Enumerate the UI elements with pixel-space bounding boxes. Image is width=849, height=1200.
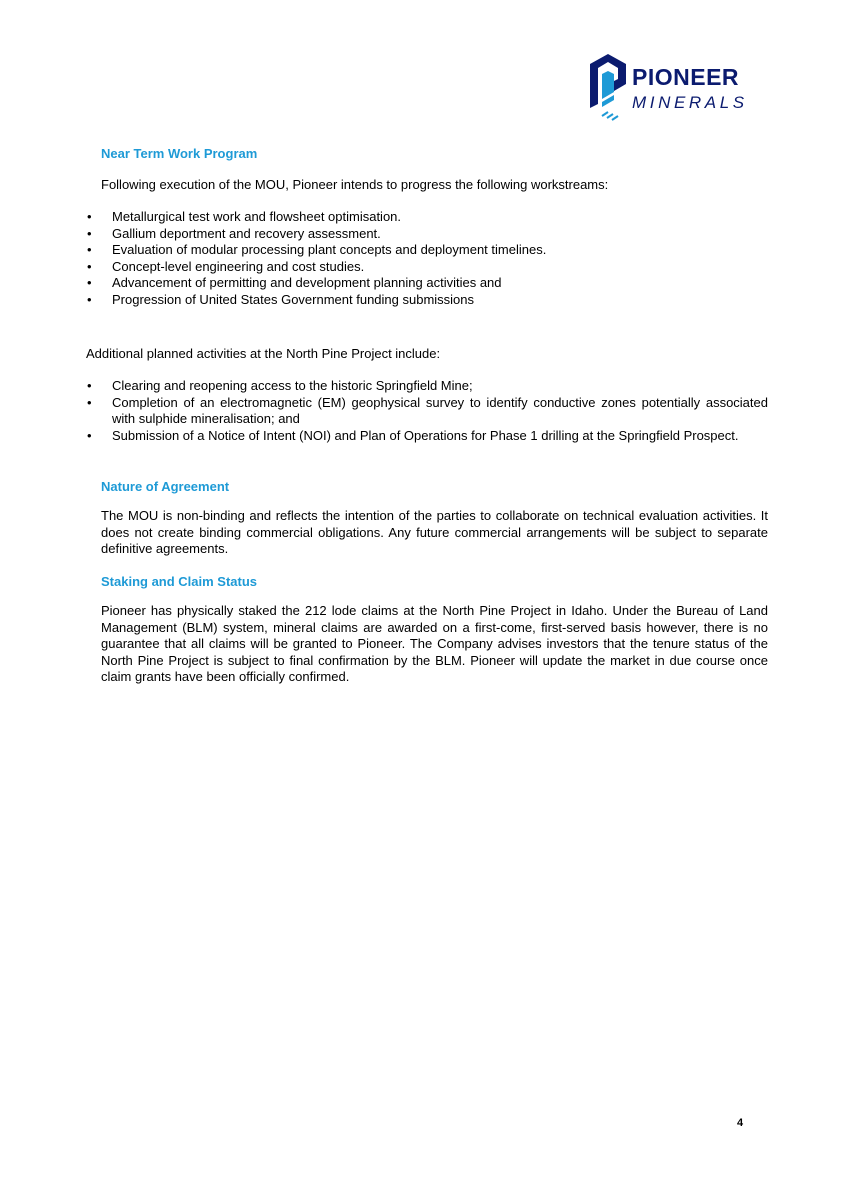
work-program-intro: Following execution of the MOU, Pioneer intends to progress the following workstreams: [101, 177, 609, 192]
heading-nature-of-agreement: Nature of Agreement [101, 479, 230, 494]
page-number: 4 [737, 1117, 744, 1129]
list-item: • Completion of an electromagnetic (EM) geophysical survey to identify conductive zones potentially associated with sulphide mineralisation; and [87, 394, 768, 426]
logo-word-minerals: MINERALS [632, 93, 748, 112]
list-item: • Gallium deportment and recovery assessment. [87, 225, 381, 241]
logo-mark-icon [588, 52, 628, 124]
list-item: • Evaluation of modular processing plant concepts and deployment timelines. [87, 242, 547, 257]
work-program-list [86, 209, 768, 308]
bullet-glyph: • [87, 242, 92, 257]
bullet-glyph: • [87, 427, 92, 443]
additional-activities-intro: Additional planned activities at the North Pine Project include: [86, 346, 441, 361]
bullet-glyph: • [87, 258, 92, 274]
heading-staking-claim-status: Staking and Claim Status [101, 574, 258, 589]
bullet-glyph: • [87, 225, 92, 241]
bullet-glyph: • [87, 378, 92, 393]
heading-work-program: Near Term Work Program [101, 146, 258, 161]
list-item: • Progression of United States Government funding submissions [87, 291, 475, 307]
staking-body: Pioneer has physically staked the 212 lode claims at the North Pine Project in Idaho. Under the Bureau of Land Management (BLM) system, mineral claims are awarded on a first-come, first-served basis however, there is no guarantee that all claims will be granted to Pioneer. The Company advises investors that the tenure status of the North Pine Project is subject to final confirmation by the BLM. Pioneer will update the market in due course once claim grants have been officially confirmed. [101, 603, 768, 684]
logo-word-pioneer: PIONEER [632, 64, 740, 90]
list-item: • Advancement of permitting and development planning activities and [87, 275, 502, 290]
agreement-body: The MOU is non-binding and reflects the intention of the parties to collaborate on technical evaluation activities. It does not create binding commercial obligations. Any future commercial arrangements will be subject to separate definitive agreements. [101, 508, 768, 556]
bullet-glyph: • [87, 209, 92, 224]
bullet-glyph: • [87, 275, 92, 290]
list-item: • Submission of a Notice of Intent (NOI) and Plan of Operations for Phase 1 drilling at the Springfield Prospect. [87, 427, 739, 443]
bullet-glyph: • [87, 291, 92, 307]
list-item: • Concept-level engineering and cost studies. [87, 258, 365, 274]
bullet-glyph: • [87, 394, 92, 410]
list-item: • Clearing and reopening access to the historic Springfield Mine; [87, 378, 473, 393]
list-item: • Metallurgical test work and flowsheet optimisation. [87, 209, 402, 224]
additional-activities-list [86, 378, 768, 444]
pioneer-minerals-logo [588, 52, 778, 124]
